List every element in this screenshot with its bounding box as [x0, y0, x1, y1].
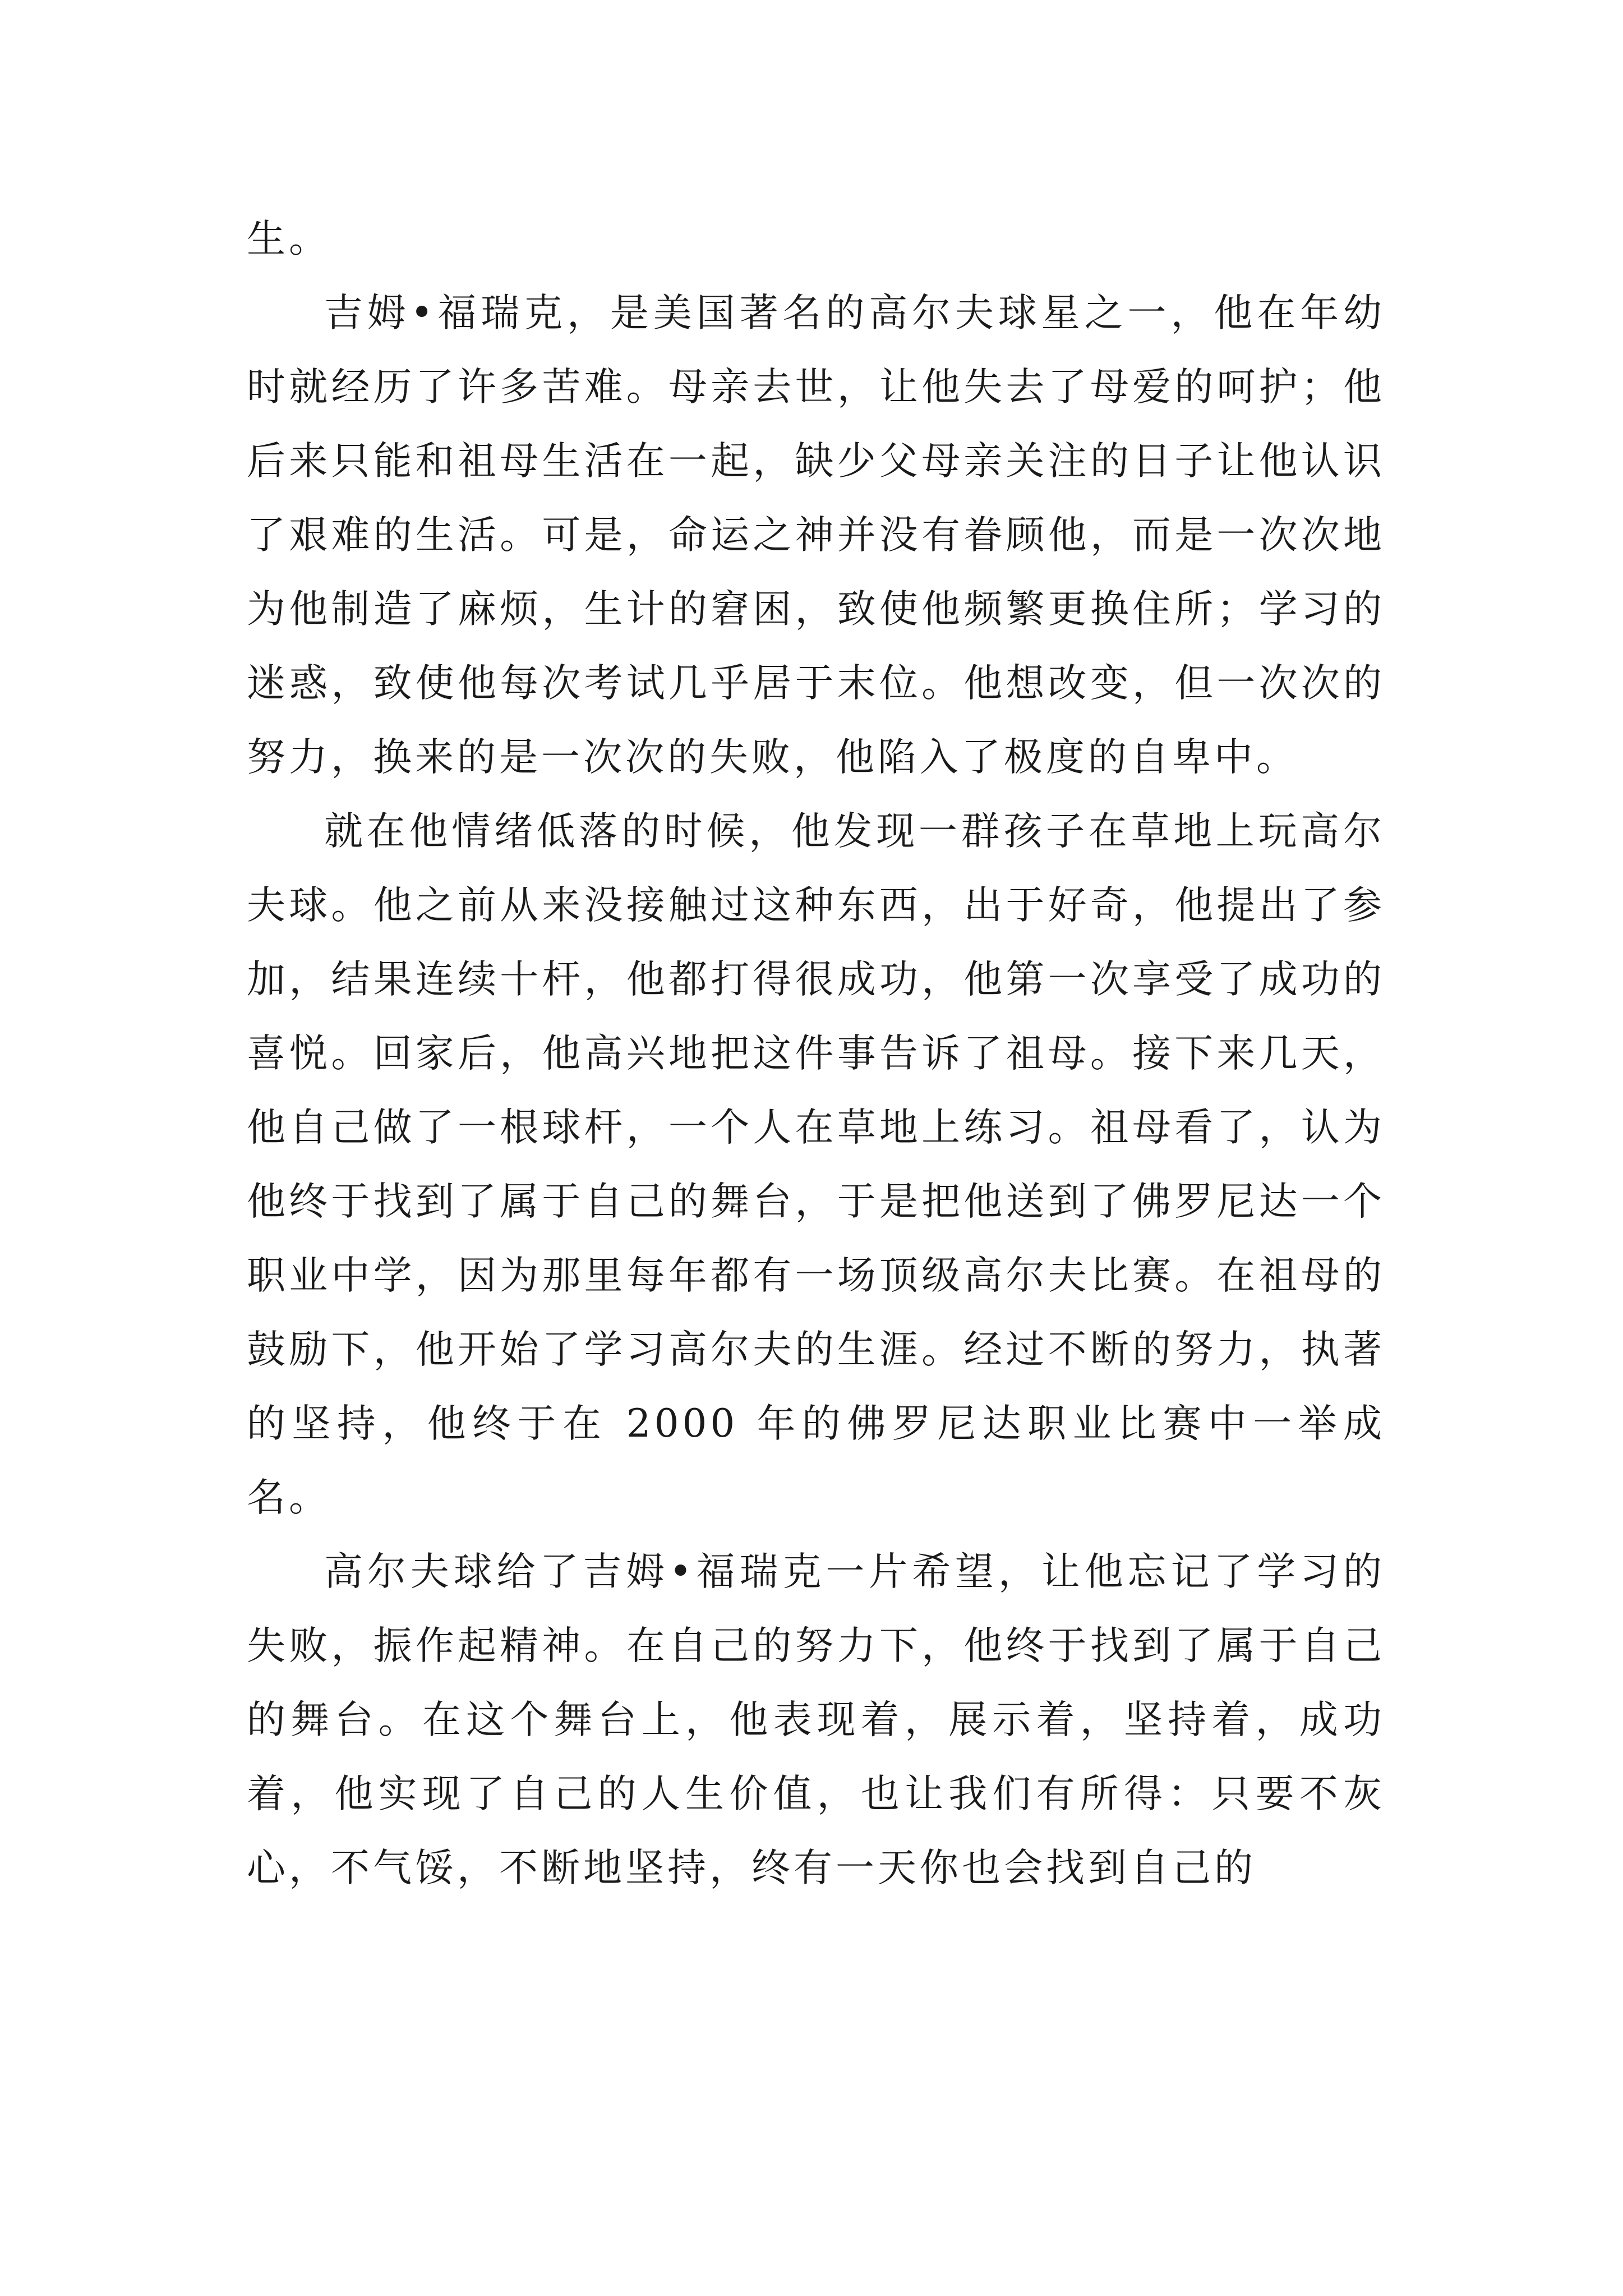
body-text: [247, 202, 1385, 1905]
paragraph-discovering-golf: 就在他情绪低落的时候，他发现一群孩子在草地上玩高尔夫球。他之前从来没接触过这种东西，出于好奇，他提出了参加，结果连续十杆，他都打得很成功，他第一次享受了成功的喜悦。回家后，他高兴地把这件事告诉了祖母。接下来几天，他自己做了一根球杆，一个人在草地上练习。祖母看了，认为他终于找到了属于自己的舞台，于是把他送到了佛罗尼达一个职业中学，因为那里每年都有一场顶级高尔夫比赛。在祖母的鼓励下，他开始了学习高尔夫的生涯。经过不断的努力，执著的坚持，他终于在 2000 年的佛罗尼达职业比赛中一举成名。: [247, 809, 1385, 1520]
paragraph-jim-furyk-childhood: 吉姆•福瑞克，是美国著名的高尔夫球星之一，他在年幼时就经历了许多苦难。母亲去世，让他失去了母爱的呵护；他后来只能和祖母生活在一起，缺少父母亲关注的日子让他认识了艰难的生活。可是，命运之神并没有眷顾他，而是一次次地为他制造了麻烦，生计的窘困，致使他频繁更换住所；学习的迷惑，致使他每次考试几乎居于末位。他想改变，但一次次的努力，换来的是一次次的失败，他陷入了极度的自卑中。: [247, 291, 1385, 780]
paragraph-finding-stage: 高尔夫球给了吉姆•福瑞克一片希望，让他忘记了学习的失败，振作起精神。在自己的努力下，他终于找到了属于自己的舞台。在这个舞台上，他表现着，展示着，坚持着，成功着，他实现了自己的人生价值，也让我们有所得：只要不灰心，不气馁，不断地坚持，终有一天你也会找到自己的: [247, 1549, 1385, 1890]
paragraph-continuation: 生。: [247, 217, 331, 261]
